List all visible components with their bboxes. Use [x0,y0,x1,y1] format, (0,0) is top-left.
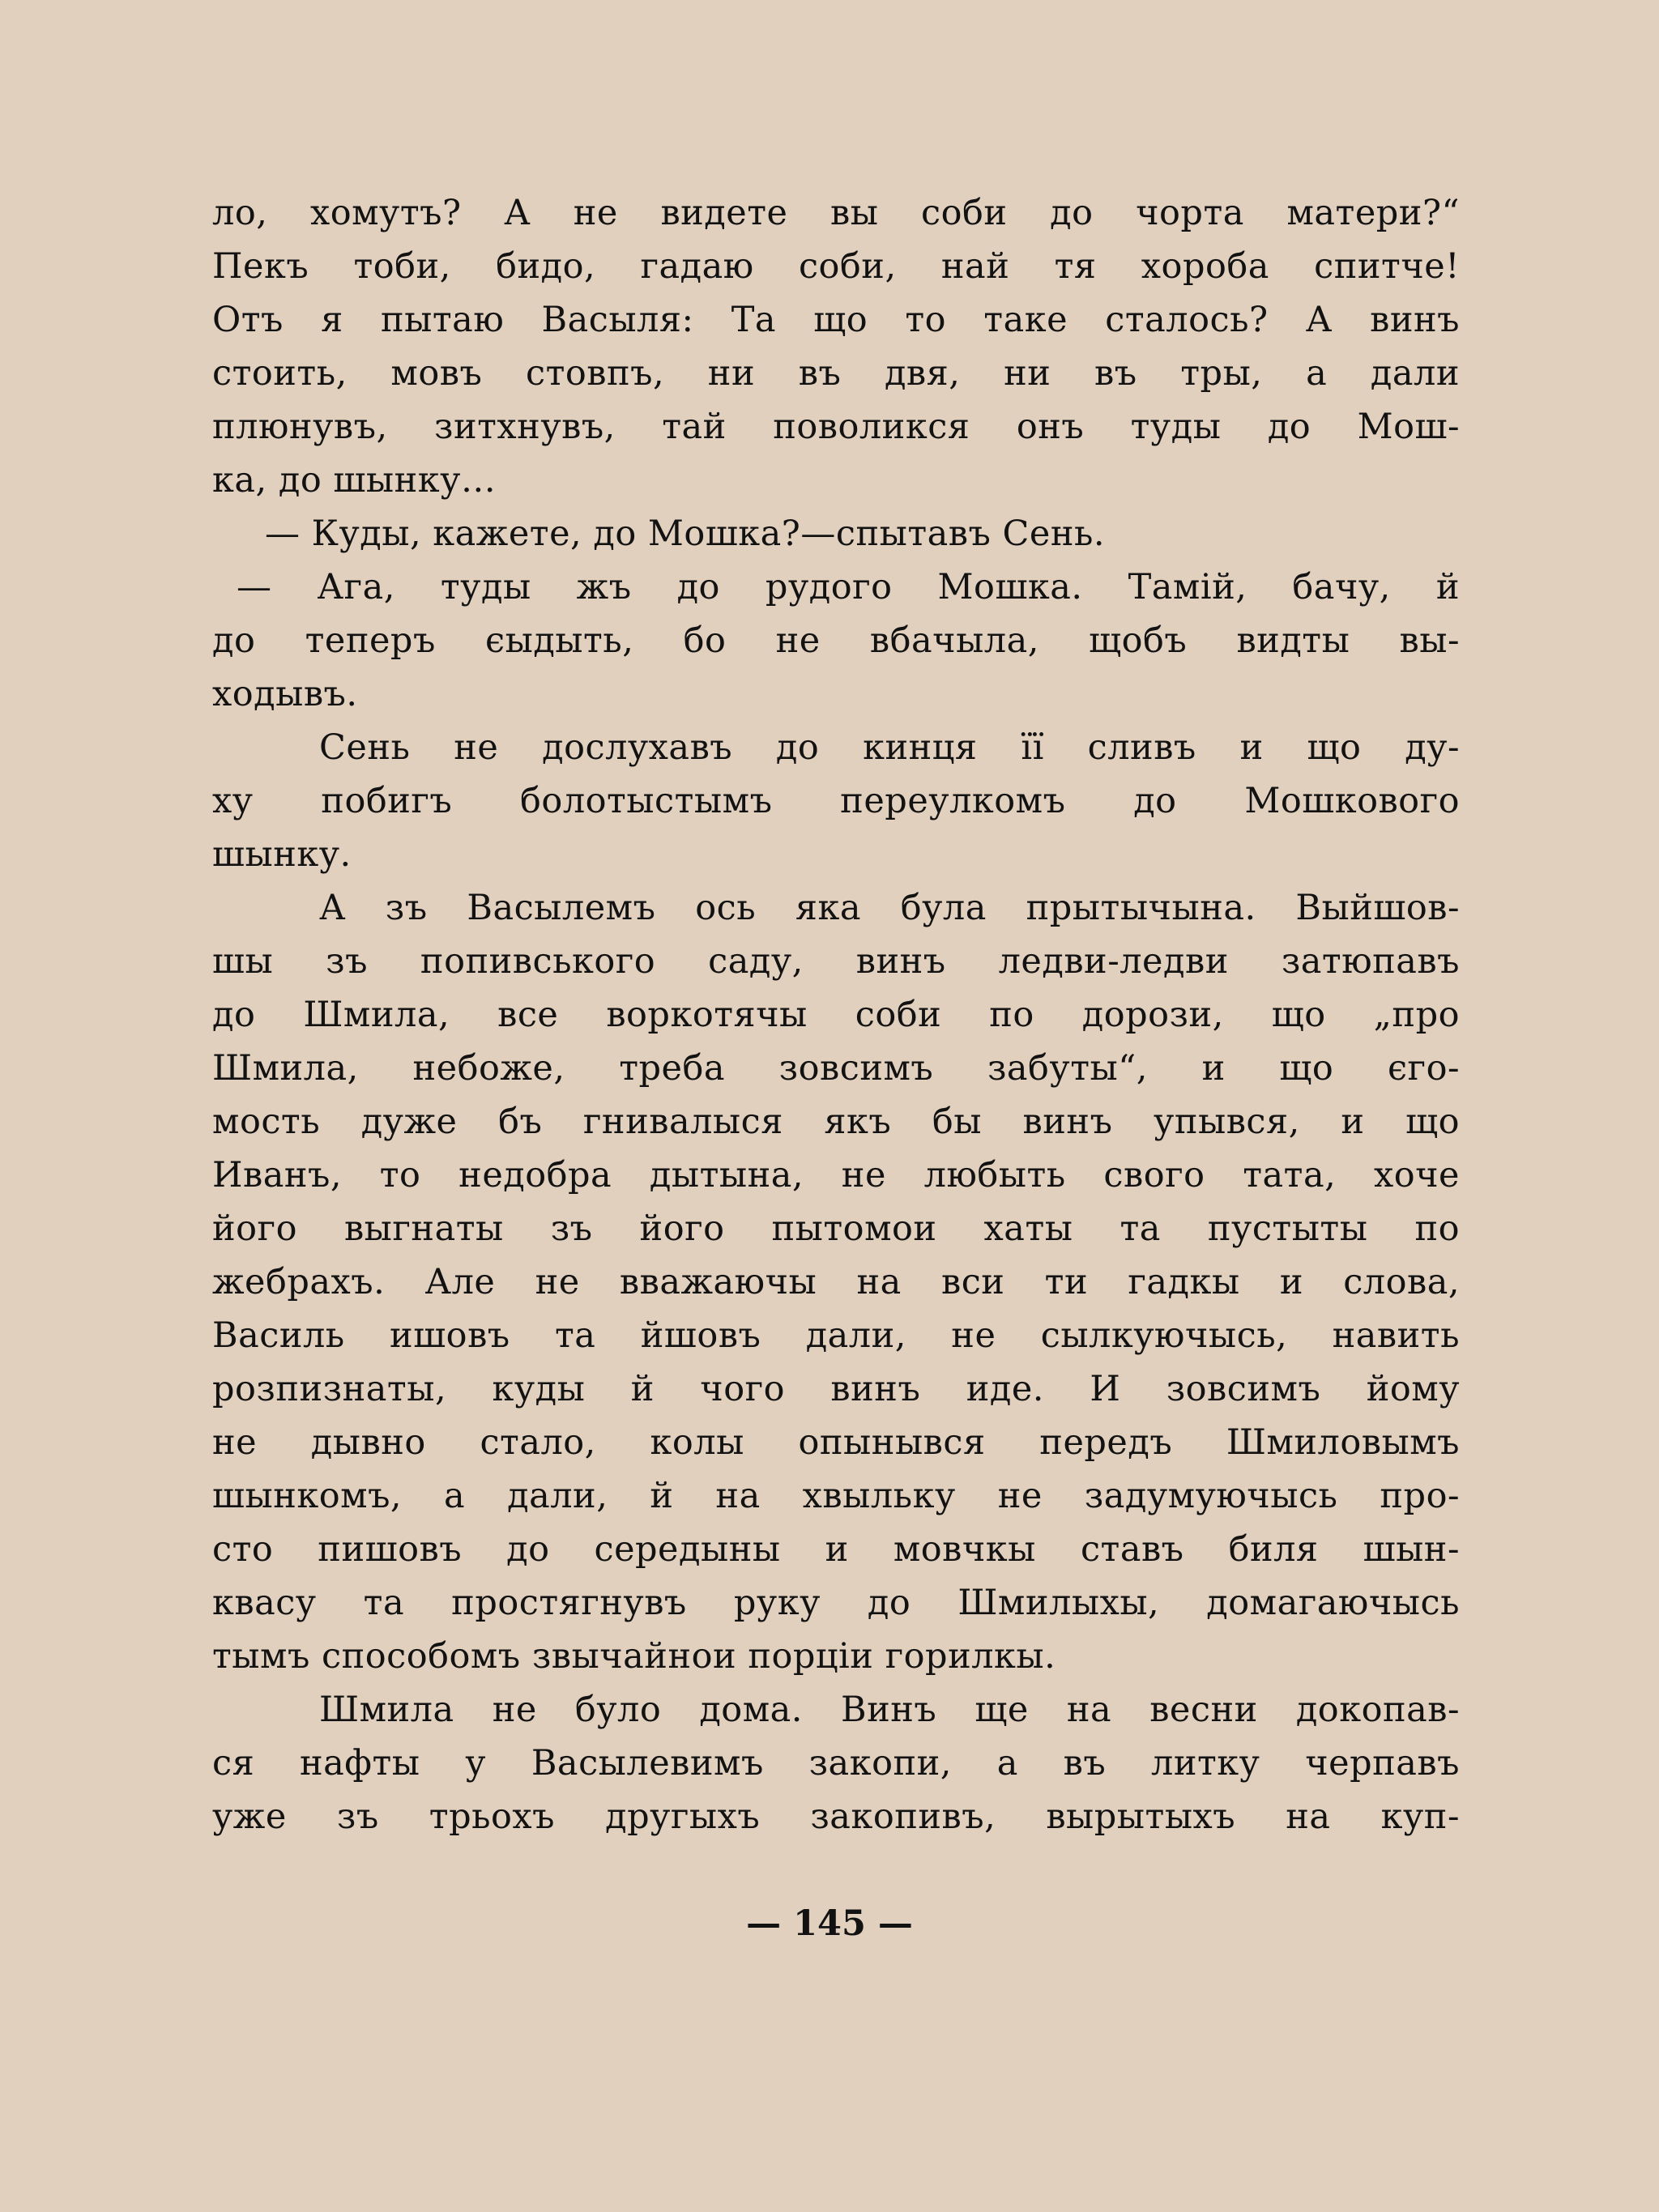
text-line: квасу та простягнувъ руку до Шмилыхы, домагаючысь [212,1583,1460,1623]
text-line: до теперъ єыдыть, бо не вбачыла, щобъ видты вы- [212,620,1460,661]
text-line: — Ага, туды жъ до рудого Мошка. Тамій, бачу, й [237,567,1460,607]
text-line: його выгнаты зъ його пытомои хаты та пустыты по [212,1208,1460,1249]
text-line: ло, хомутъ? А не видете вы соби до чорта матери?“ [212,193,1460,233]
text-line: шы зъ попивського саду, винъ ледви-ледви затюпавъ [212,941,1460,982]
text-line: жебрахъ. Але не вважаючы на вси ти гадкы и слова, [212,1262,1460,1302]
body-text [212,186,1460,1843]
text-line: Василь ишовъ та йшовъ дали, не сылкуючысь, навить [212,1315,1460,1356]
text-line: Иванъ, то недобра дытына, не любыть свого тата, хоче [212,1155,1460,1196]
text-line: Отъ я пытаю Васыля: Та що то таке сталось? А винъ [212,300,1460,340]
text-line: ходывъ. [212,674,358,714]
text-line: до Шмила, все воркотячы соби по дорози, що „про [212,995,1460,1035]
text-line: не дывно стало, колы опынывся передъ Шмиловымъ [212,1422,1460,1463]
text-line: шынку. [212,834,352,875]
text-line: ся нафты у Васылевимъ закопи, а въ литку черпавъ [212,1743,1460,1784]
text-line: — Куды, кажете, до Мошка?—спытавъ Сень. [265,514,1106,554]
text-line: ху побигъ болотыстымъ переулкомъ до Мошкового [212,781,1460,821]
text-line: мость дуже бъ гнивалыся якъ бы винъ упывся, и що [212,1102,1460,1142]
text-line: розпизнаты, куды й чого винъ иде. И зовсимъ йому [212,1369,1460,1409]
text-line: уже зъ трьохъ другыхъ закопивъ, вырытыхъ на куп- [212,1796,1460,1837]
text-line: Сень не дослухавъ до кинця її сливъ и що ду- [319,727,1460,768]
text-line: тымъ способомъ звычайнои порціи горилкы. [212,1636,1056,1677]
text-line: Шмила, небоже, треба зовсимъ забуты“, и що єго- [212,1048,1460,1089]
text-line: Шмила не було дома. Винъ ще на весни докопав- [319,1690,1460,1730]
page-number: — 145 — [746,1903,913,1944]
text-line: А зъ Васылемъ ось яка була прытычына. Выйшов- [319,888,1460,928]
text-line: шынкомъ, а дали, й на хвыльку не задумуючысь про- [212,1476,1460,1516]
text-line: Пекъ тоби, бидо, гадаю соби, най тя хороба спитче! [212,246,1460,287]
text-line: ка, до шынку… [212,460,497,501]
text-line: сто пишовъ до середыны и мовчкы ставъ биля шын- [212,1529,1460,1570]
text-line: плюнувъ, зитхнувъ, тай поволикся онъ туды до Мош- [212,407,1460,447]
text-line: стоить, мовъ стовпъ, ни въ двя, ни въ тры, а дали [212,353,1460,394]
